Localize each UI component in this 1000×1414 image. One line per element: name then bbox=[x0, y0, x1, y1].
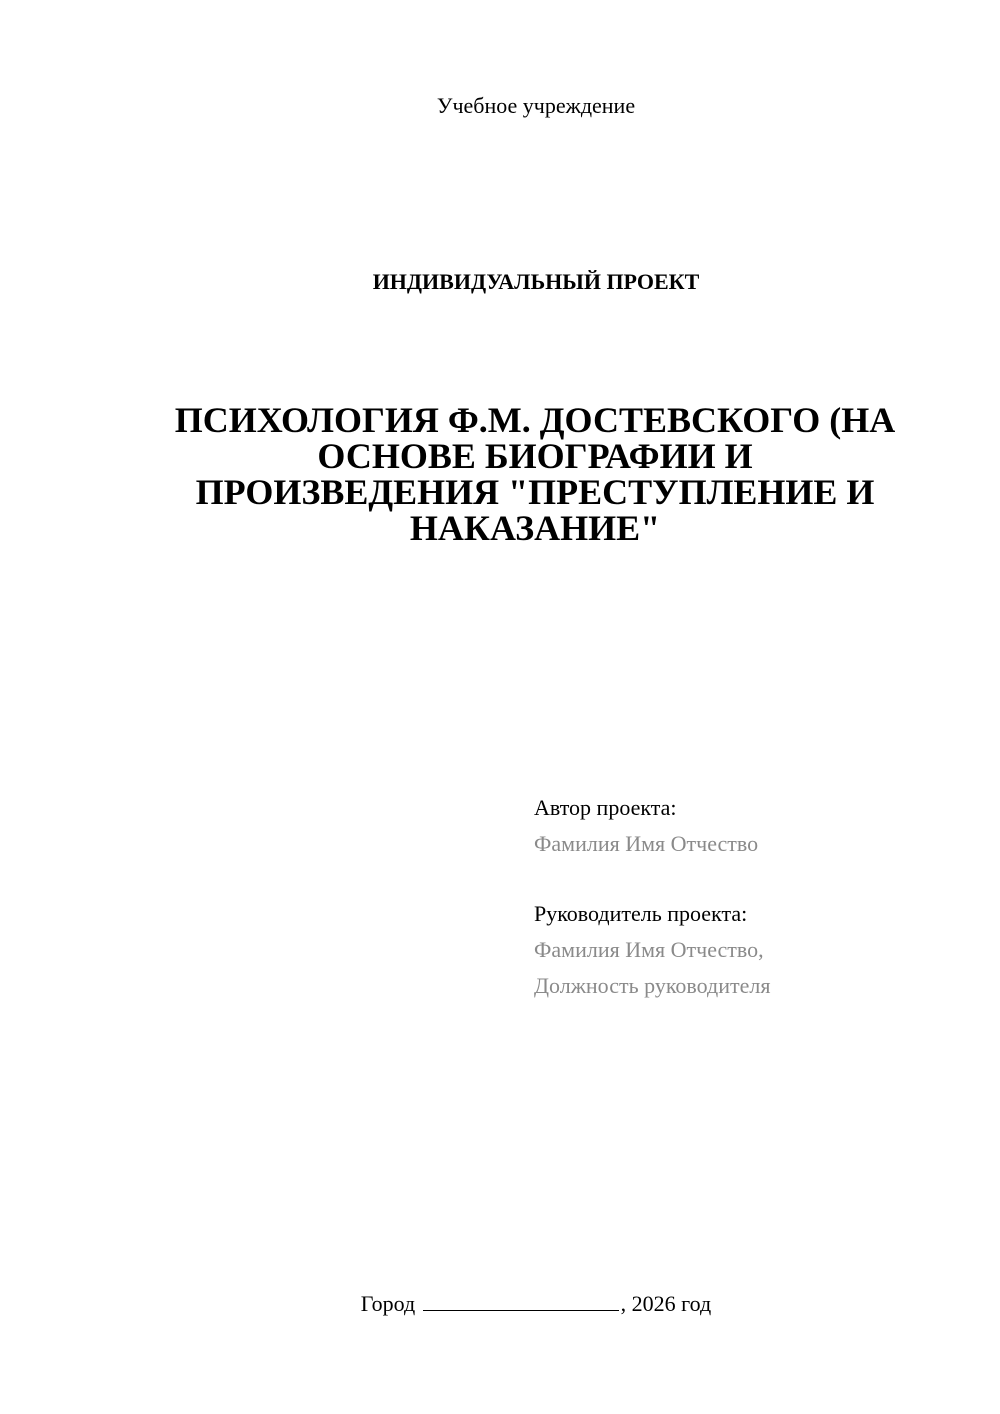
project-title-line: ОСНОВЕ БИОГРАФИИ И bbox=[317, 436, 753, 476]
project-title-line: ПРОИЗВЕДЕНИЯ "ПРЕСТУПЛЕНИЕ И bbox=[195, 472, 875, 512]
project-meta bbox=[534, 790, 974, 1004]
meta-spacer bbox=[534, 862, 974, 896]
city-blank-field bbox=[423, 1290, 619, 1311]
author-name: Фамилия Имя Отчество bbox=[534, 831, 759, 856]
document-type: ИНДИВИДУАЛЬНЫЙ ПРОЕКТ bbox=[372, 269, 700, 294]
author-label: Автор проекта: bbox=[534, 795, 677, 820]
institution-name: Учебное учреждение bbox=[436, 93, 636, 118]
city-label: Город bbox=[360, 1291, 416, 1316]
supervisor-label: Руководитель проекта: bbox=[534, 901, 748, 926]
project-title-line: ПСИХОЛОГИЯ Ф.М. ДОСТЕВСКОГО (НА bbox=[174, 400, 896, 440]
supervisor-name: Фамилия Имя Отчество, bbox=[534, 937, 764, 962]
project-title-line: НАКАЗАНИЕ" bbox=[409, 508, 661, 548]
project-title bbox=[140, 402, 930, 546]
supervisor-position: Должность руководителя bbox=[534, 973, 771, 998]
year-text: , 2026 год bbox=[620, 1291, 712, 1316]
city-year-line bbox=[0, 1290, 1000, 1318]
